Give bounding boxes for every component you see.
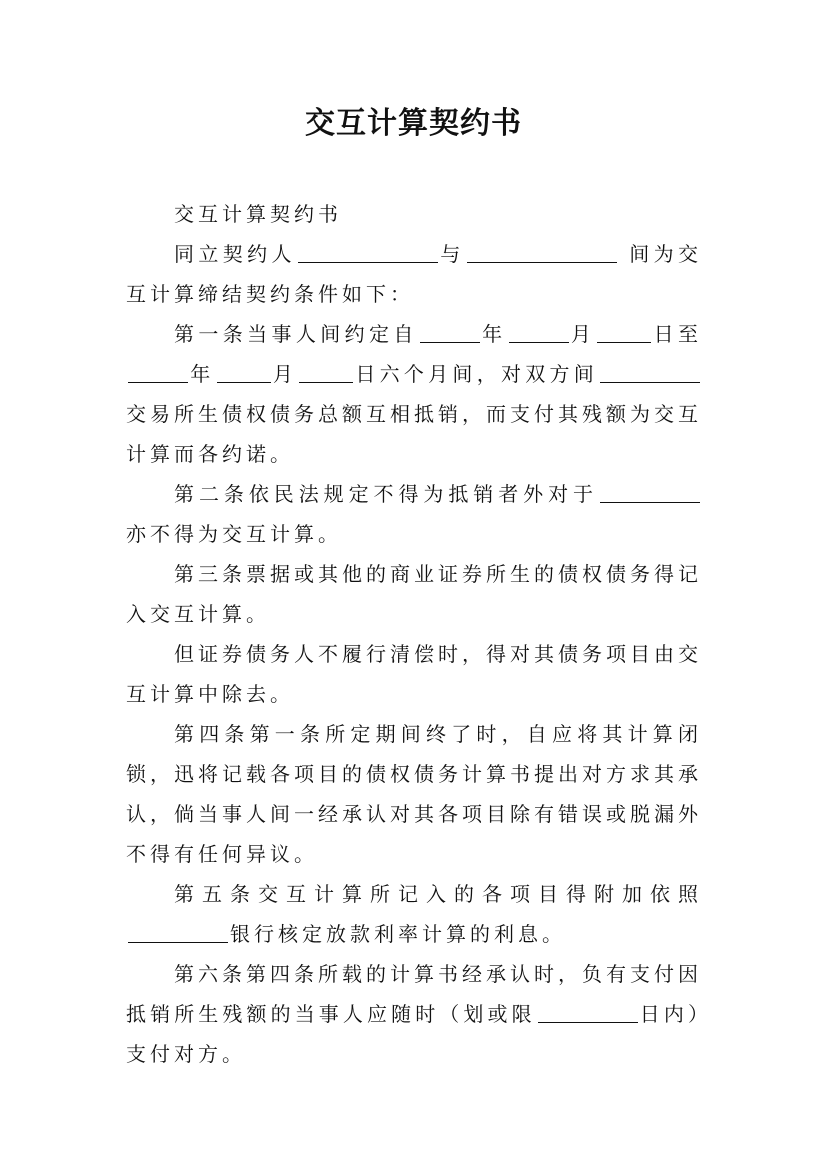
article-1-end: 交易所生债权债务总额互相抵销，而支付其残额为交互计算而各约诺。 [126,402,702,466]
intro-and: 与 [439,242,465,266]
start-month-blank [509,322,569,343]
article-1-start: 第一条当事人间约定自 [174,322,418,346]
end-year-blank [128,362,188,383]
intro-suffix: 间为交互计算缔结契约条件如下： [126,242,703,306]
article-5 [126,874,702,954]
article-2 [126,474,702,554]
article-1-month1: 月 [570,322,596,346]
start-day-blank [597,322,651,343]
article-3-proviso [126,634,702,714]
heading-line [126,194,702,234]
article-3 [126,554,702,634]
article-1 [126,314,702,474]
intro-paragraph [126,234,702,314]
intro-prefix: 同立契约人 [174,242,296,266]
exception-blank [600,482,700,503]
article-1-year2: 年 [190,362,215,386]
party-b-blank [467,242,617,263]
days-limit-blank [538,1002,638,1023]
heading-line-text: 交互计算契约书 [174,202,342,226]
party-a-blank [298,242,438,263]
end-month-blank [217,362,271,383]
article-4-text: 第四条第一条所定期间终了时，自应将其计算闭锁，迅将记载各项目的债权债务计算书提出对方求其承认，倘当事人间一经承认对其各项目除有错误或脱漏外不得有任何异议。 [126,722,702,866]
article-3-text: 第三条票据或其他的商业证券所生的债权债务得记入交互计算。 [126,562,702,626]
article-2-end: 亦不得为交互计算。 [126,522,342,546]
article-4 [126,714,702,874]
article-1-day2: 日六个月间，对双方间 [355,362,599,386]
article-3-proviso-text: 但证券债务人不履行清偿时，得对其债务项目由交互计算中除去。 [126,642,702,706]
document-title: 交互计算契约书 [305,106,522,141]
article-1-day1: 日至 [653,322,702,346]
document-body [126,194,702,1074]
article-6-end: 日内）支付对方。 [126,1002,703,1066]
article-5-start: 第五条交互计算所记入的各项目得附加依照 [174,882,702,906]
article-1-month2: 月 [272,362,298,386]
article-6-start: 第六条第四条所载的计算书经承认时，负有支付因抵销所生残额的当事人应随时（划或限 [126,962,702,1026]
start-year-blank [420,322,480,343]
article-1-year1: 年 [481,322,507,346]
article-5-end: 银行核定放款利率计算的利息。 [230,922,566,946]
end-day-blank [299,362,353,383]
article-2-start: 第二条依民法规定不得为抵销者外对于 [174,482,598,506]
trade-scope-blank [600,362,700,383]
bank-name-blank [128,922,228,943]
article-6 [126,954,702,1074]
